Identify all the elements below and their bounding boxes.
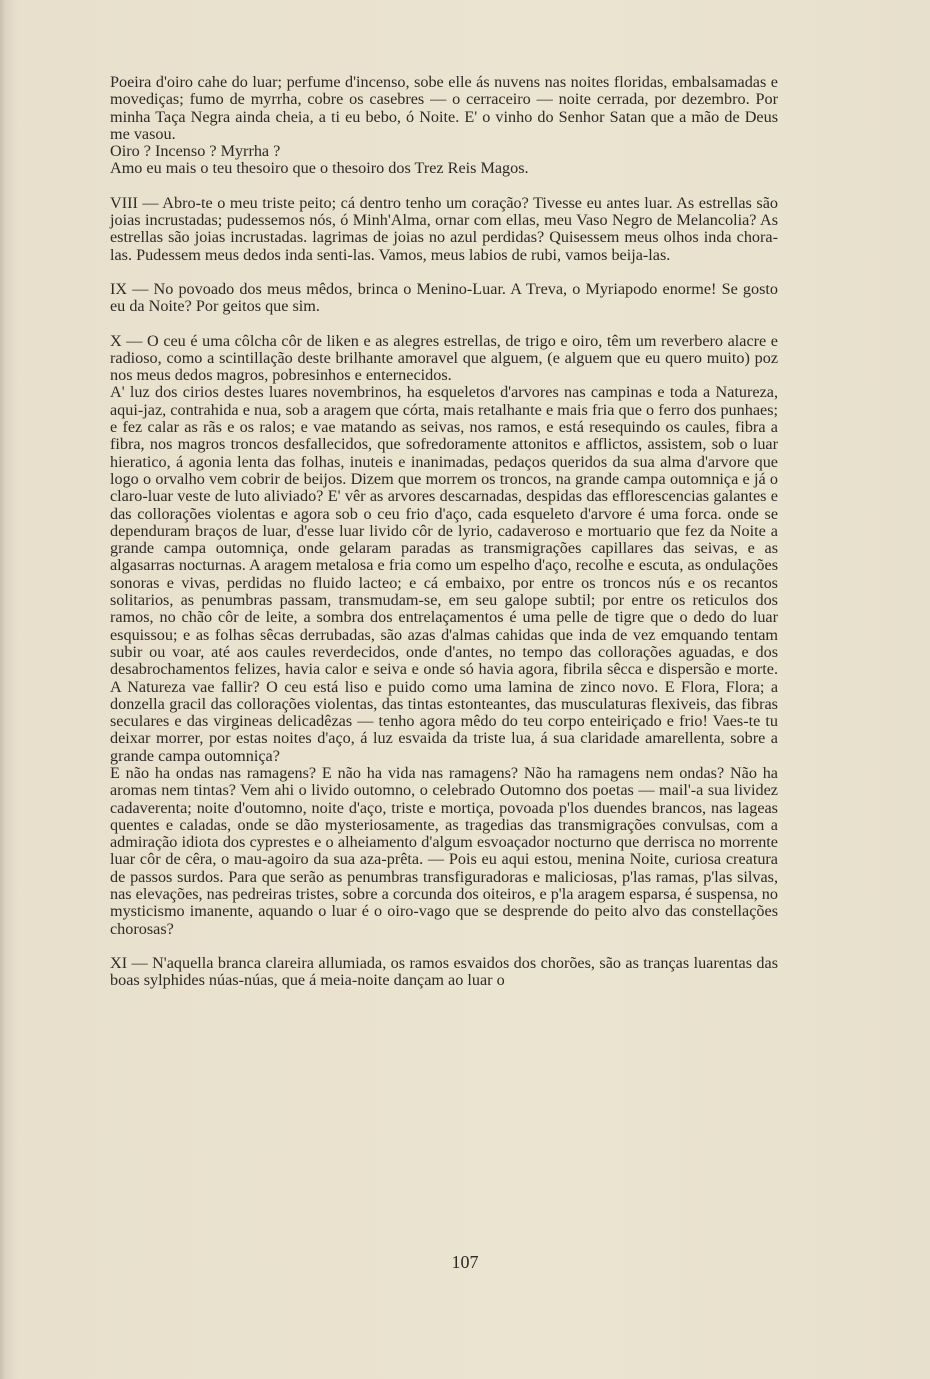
paragraph-xi: XI — N'aquella branca clareira allumiada, os ramos esvaidos dos chorões, são as tranças luarentas das boas sylphides núas-núas, que á meia-noite dançam ao luar o	[110, 953, 778, 990]
paragraph-reply: Amo eu mais o teu thesoiro que o thesoiro dos Trez Reis Magos.	[110, 159, 529, 178]
paragraph-intro: Poeira d'oiro cahe do luar; perfume d'incenso, sobe elle ás nuvens nas noites floridas, embalsamadas e movediças; fumo de myrrha, cobre os casebres — o cerraceiro — noite cerrada, por dezembro. Por minha Taça Negra ainda cheia, a ti eu bebo, ó Noite. E' o vinho do Senhor Satan que a mão de Deus me vasou.	[110, 73, 778, 143]
paragraph-x: X — O ceu é uma côlcha côr de liken e as alegres estrellas, de trigo e oiro, têm um reverbero alacre e radioso, como a scintillação deste brilhante amoravel que alguem, (e alguem que eu quero muito) poz nos meus dedos magros, pobresinhos e enternecidos.	[110, 331, 778, 385]
body-text	[110, 74, 778, 990]
paragraph-question: Oiro ? Incenso ? Myrrha ?	[110, 142, 281, 161]
paragraph-x-waves: E não ha ondas nas ramagens? E não ha vida nas ramagens? Não ha ramagens nem ondas? Não ha aromas nem tintas? Vem ahi o livido outomno, o celebrado Outomno dos poetas — mail'-a sua lividez cadaverenta; noite d'outomno, noite d'aço, triste e mortiça, povoada p'los duendes brancos, nas lageas quentes e caladas, onde se dão mysteriosamente, as tragedias das transmigrações convulsas, com a admiração idiota dos cyprestes e o alheiamento d'algum esvoaçador nocturno que derrisca no morrente luar côr de cêra, o mau-agoiro da sua aza-prêta. — Pois eu aqui estou, menina Noite, curiosa creatura de passos surdos. Para que serão as penumbras transfiguradoras e maliciosas, p'las ramas, p'las silvas, nas elevações, nas pedreiras tristes, sobre a corcunda dos oiteiros, e p'la aragem esparsa, é suspensa, no mysticismo imanente, aquando o luar é o oiro-vago que se desprende do peito alvo das constellações chorosas?	[110, 763, 778, 938]
page-number: 107	[451, 1252, 479, 1272]
paragraph-viii: VIII — Abro-te o meu triste peito; cá dentro tenho um coração? Tivesse eu antes luar. As estrellas são joias incrustadas; pudessemos nós, ó Minh'Alma, ornar com ellas, meu Vaso Negro de Melancolia? As estrellas são joias incrustadas. lagrimas de joias no azul perdidas? Quisessem meus olhos inda chora-las. Pudessem meus dedos inda senti-las. Vamos, meus labios de rubi, vamos beija-las.	[110, 193, 778, 264]
paragraph-x-light: A' luz dos cirios destes luares novembrinos, ha esqueletos d'arvores nas campinas e toda a Natureza, aqui-jaz, contrahida e nua, sob a aragem que córta, mais retalhante e mais fria que o ferro dos punhaes; e fez calar as rãs e os ralos; e vae matando as seivas, nos ramos, e está resequindo os caules, fibra a fibra, nos magros troncos desfallecidos, que sofredoramente attonitos e afflictos, assistem, sob o luar hieratico, á agonia lenta das folhas, inuteis e inanimadas, pedaços queridos da sua alma d'arvore que logo o orvalho vem cobrir de beijos. Dizem que morrem os troncos, na grande campa outomniça e já o claro-luar veste de luto aliviado? E' vêr as arvores descarnadas, despidas das efflorescencias galantes e das collorações violentas e agora sob o ceu frio d'aço, cada esqueleto d'arvore é uma forca. onde se dependuram braços de luar, d'esse luar livido côr de lyrio, cadaveroso e mortuario que fez da Noite a grande campa outomniça, onde gelaram paradas as transmigrações capillares das seivas, e as algasarras nocturnas. A aragem metalosa e fria como um espelho d'aço, recolhe e escuta, as ondulações sonoras e vivas, perdidas no fluido lacteo; e cá embaixo, por entre os troncos nús e os recantos solitarios, as penumbras passam, transmudam-se, em seu galope subtil; por entre os reticulos dos ramos, no chão côr de leite, a sombra dos entrelaçamentos é uma pelle de tigre que o dedo do luar esquissou; e as folhas sêcas derrubadas, são azas d'almas cahidas que inda de vez emquando tentam subir ou voar, até aos caules reverdecidos, onde d'antes, no tempo das collorações aguadas, e dos desabrochamentos felizes, havia calor e seiva e onde só havia agora, fibrila sêcca e dispersão e morte. A Natureza vae fallir? O ceu está liso e puido como uma lamina de zinco novo. E Flora, Flora; a donzella gracil das collorações violentas, das tintas estonteantes, das musculaturas flexiveis, das fibras seculares e das virgineas delicadêzas — tenho agora mêdo do teu corpo enteiriçado e frio! Vaes-te tu deixar morrer, por estas noites d'aço, á luz esvaida da triste lua, á sua claridade amarellenta, sobre a grande campa outomniça?	[110, 383, 778, 765]
paragraph-ix: IX — No povoado dos meus mêdos, brinca o Menino-Luar. A Treva, o Myriapodo enorme! Se gosto eu da Noite? Por geitos que sim.	[110, 279, 778, 316]
